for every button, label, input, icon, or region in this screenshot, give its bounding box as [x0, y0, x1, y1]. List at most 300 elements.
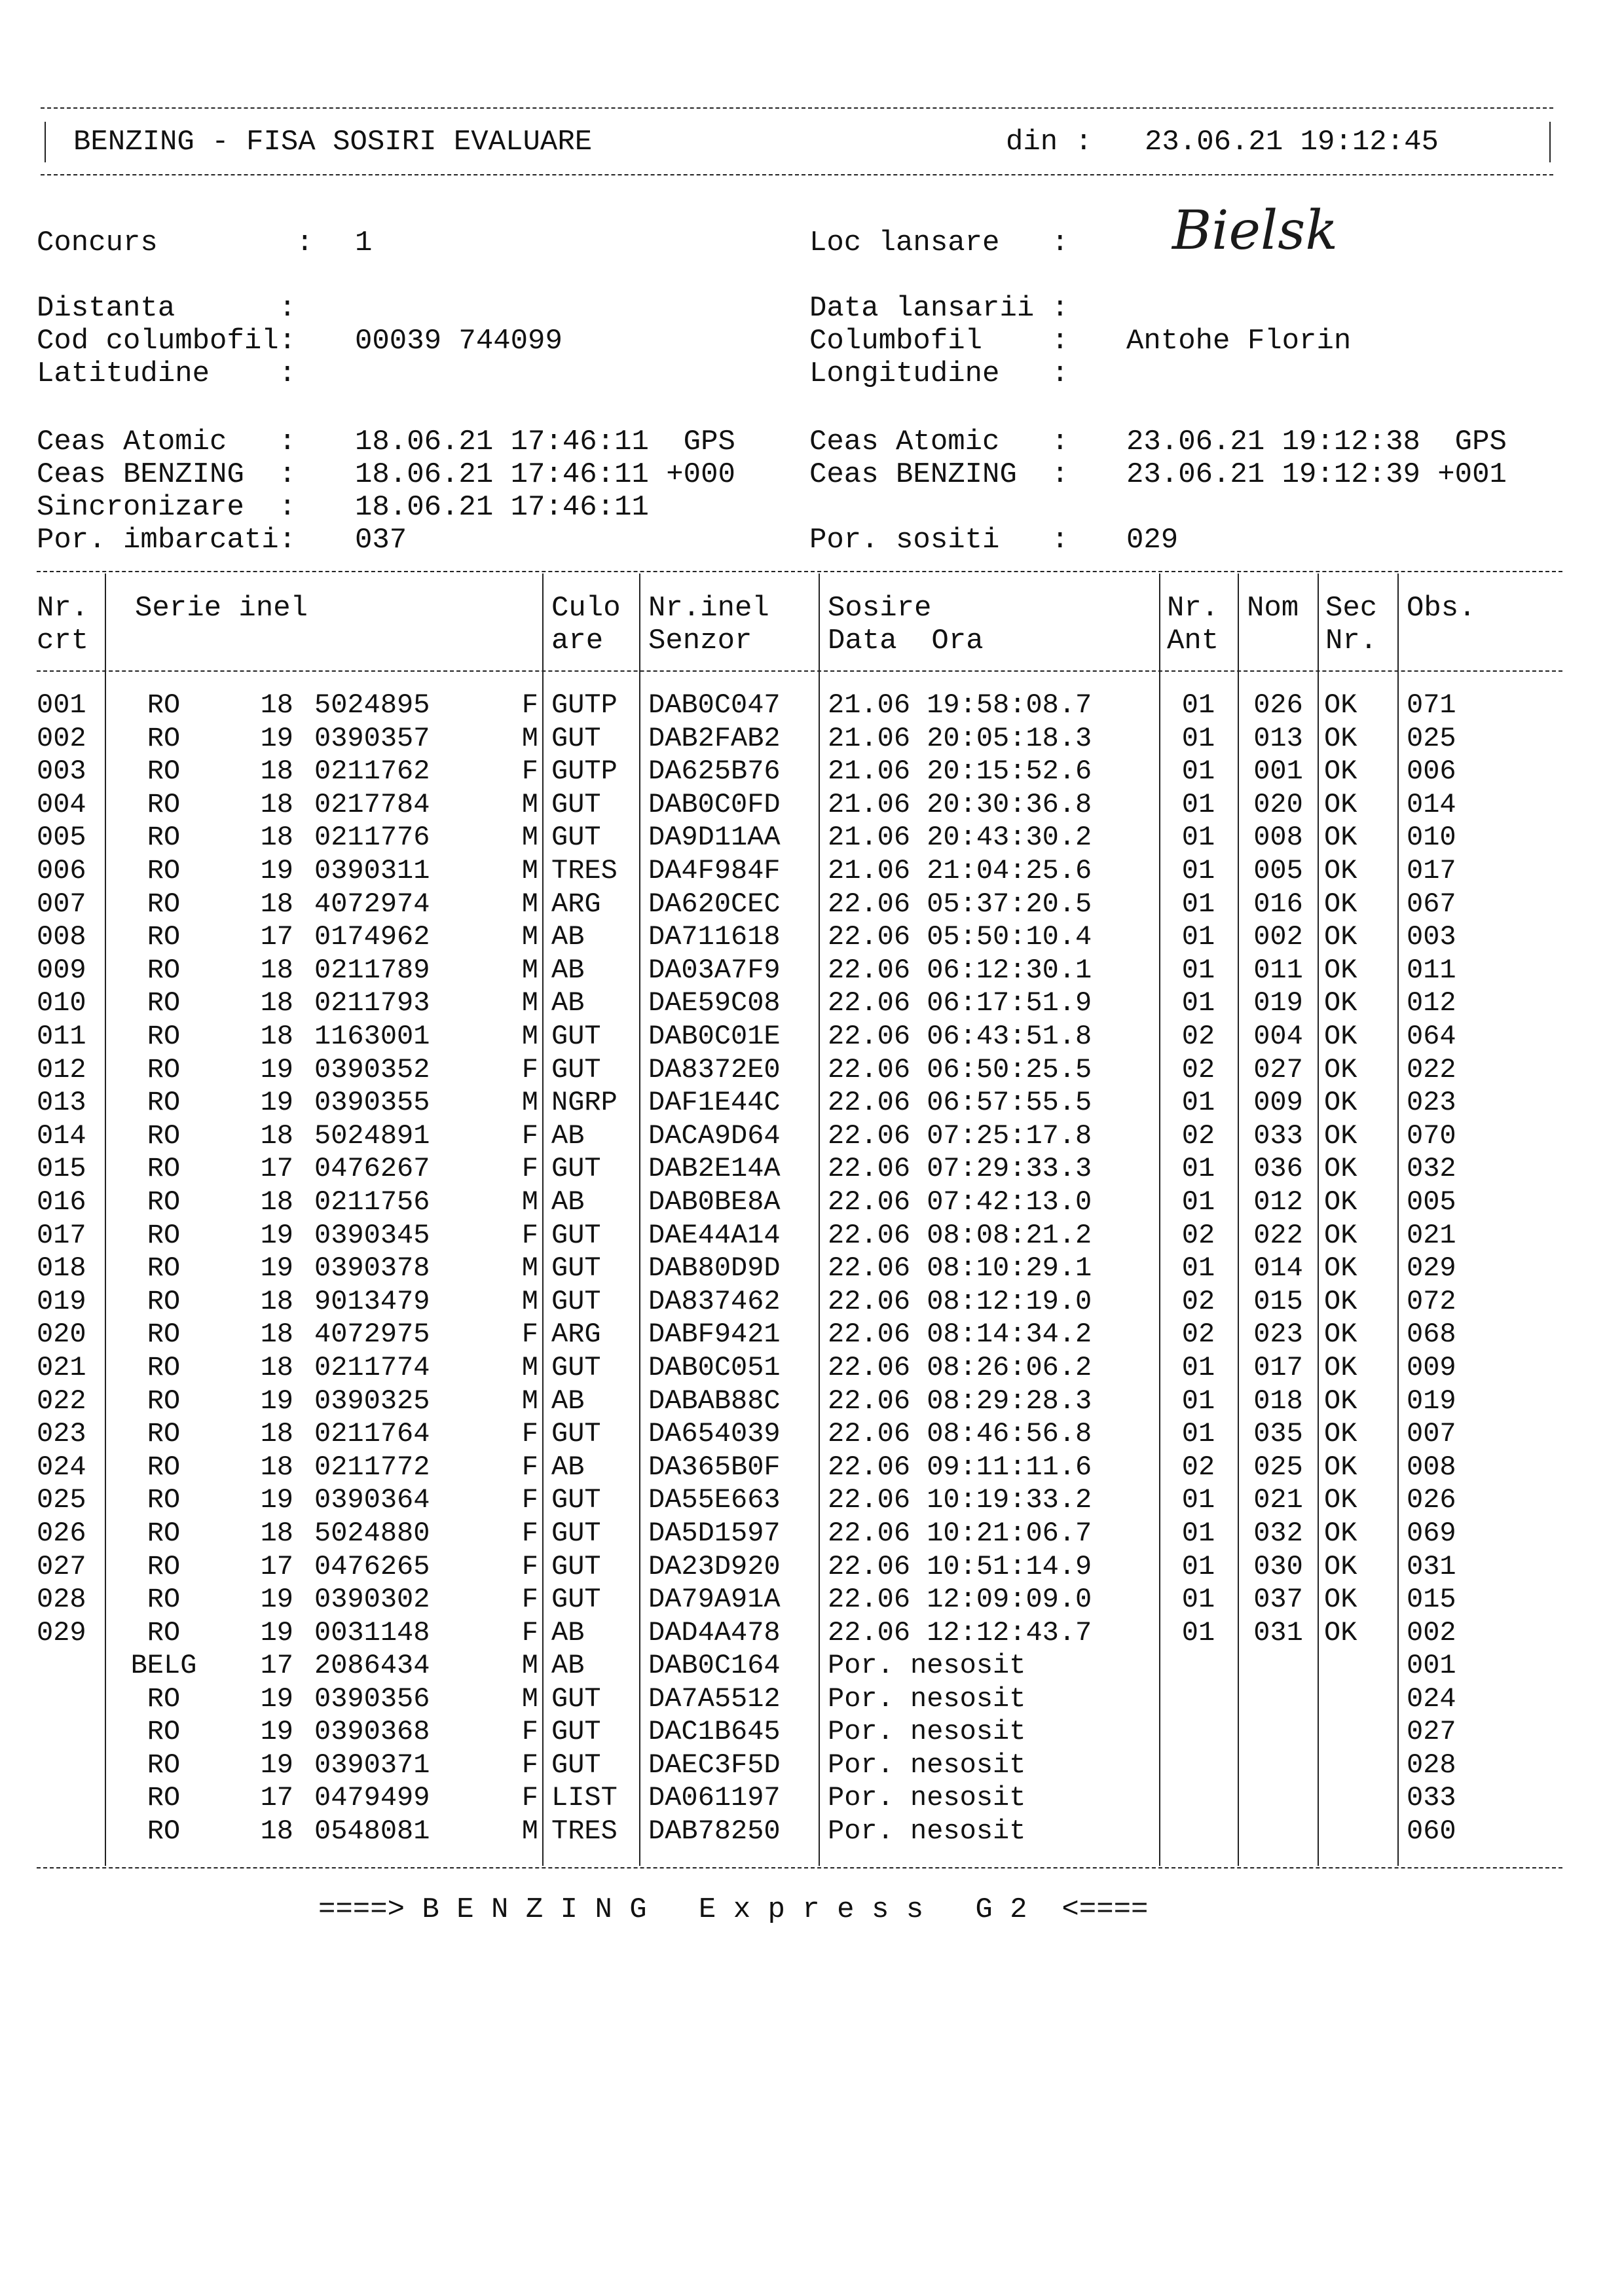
row-nr-inel: 0476265 [314, 1551, 430, 1582]
row-sosire: 21.06 20:15:52.6 [828, 756, 1092, 787]
row-sec: OK [1324, 1087, 1357, 1118]
row-nom: 013 [1253, 723, 1303, 754]
row-culoare: GUT [551, 1286, 601, 1317]
row-obs: 027 [1407, 1716, 1456, 1747]
row-nom: 027 [1253, 1054, 1303, 1085]
row-nr-inel: 0211756 [314, 1186, 430, 1218]
row-nr-inel: 0390364 [314, 1484, 430, 1516]
row-sec: OK [1324, 1286, 1357, 1317]
row-nr: 009 [37, 955, 86, 986]
row-senzor: DAE44A14 [648, 1220, 781, 1251]
row-ant: 01 [1181, 1186, 1215, 1218]
col-ant-top: Nr. [1167, 592, 1219, 625]
row-nom: 022 [1253, 1220, 1303, 1251]
row-ant: 02 [1181, 1021, 1215, 1052]
row-obs: 005 [1407, 1186, 1456, 1218]
row-nom: 021 [1253, 1484, 1303, 1516]
col-nr-top: Nr. [37, 592, 89, 625]
distanta-label: Distanta : [37, 292, 297, 325]
row-senzor: DAB0C0FD [648, 789, 781, 820]
row-an: 18 [260, 1286, 293, 1317]
row-an: 18 [260, 888, 293, 920]
row-an: 18 [260, 1186, 293, 1218]
row-nom: 030 [1253, 1551, 1303, 1582]
row-senzor: DA03A7F9 [648, 955, 781, 986]
row-an: 17 [260, 1153, 293, 1184]
loc-lansare-handwritten [1166, 196, 1414, 275]
col-nom: Nom [1247, 592, 1299, 625]
row-an: 19 [260, 1749, 293, 1781]
table-bottom-rule [37, 1867, 1562, 1868]
row-an: 18 [260, 1021, 293, 1052]
row-nr: 019 [37, 1286, 86, 1317]
row-nr: 005 [37, 822, 86, 853]
col-sep-7 [1318, 574, 1319, 1866]
data-lansarii-label: Data lansarii : [809, 292, 1069, 325]
row-senzor: DA4F984F [648, 855, 781, 886]
concurs-label: Concurs : [37, 227, 314, 259]
row-nr-inel: 1163001 [314, 1021, 430, 1052]
row-nom: 036 [1253, 1153, 1303, 1184]
row-nr-inel: 0390352 [314, 1054, 430, 1085]
row-culoare: AB [551, 921, 585, 953]
row-senzor: DAB0C051 [648, 1352, 781, 1383]
row-an: 18 [260, 1451, 293, 1483]
row-sex: F [521, 1716, 538, 1747]
row-obs: 021 [1407, 1220, 1456, 1251]
row-sex: M [521, 1650, 538, 1681]
row-sex: F [521, 756, 538, 787]
row-senzor: DAB0C047 [648, 689, 781, 721]
row-nom: 031 [1253, 1617, 1303, 1649]
row-sex: M [521, 723, 538, 754]
row-senzor: DA8372E0 [648, 1054, 781, 1085]
title-box-right [1549, 122, 1551, 162]
row-senzor: DAB0C164 [648, 1650, 781, 1681]
row-obs: 022 [1407, 1054, 1456, 1085]
row-nr: 006 [37, 855, 86, 886]
row-tara: RO [147, 1815, 181, 1847]
row-an: 17 [260, 1551, 293, 1582]
row-obs: 012 [1407, 987, 1456, 1019]
row-nom: 001 [1253, 756, 1303, 787]
col-serie-inel: Serie inel [135, 592, 308, 625]
row-senzor: DAB2FAB2 [648, 723, 781, 754]
row-tara: RO [147, 1518, 181, 1549]
footer-banner: ====> B E N Z I N G E x p r e s s G 2 <==== [318, 1893, 1149, 1926]
row-nr-inel: 0390368 [314, 1716, 430, 1747]
row-an: 18 [260, 756, 293, 787]
row-nom: 020 [1253, 789, 1303, 820]
cod-columbofil-value: 00039 744099 [355, 325, 563, 357]
row-obs: 006 [1407, 756, 1456, 787]
row-tara: RO [147, 1683, 181, 1715]
row-tara: RO [147, 1153, 181, 1184]
row-nom: 005 [1253, 855, 1303, 886]
row-tara: RO [147, 1418, 181, 1449]
row-sec: OK [1324, 1418, 1357, 1449]
row-nr: 026 [37, 1518, 86, 1549]
row-obs: 068 [1407, 1319, 1456, 1350]
row-sex: F [521, 1584, 538, 1615]
row-sosire: 22.06 08:29:28.3 [828, 1385, 1092, 1417]
row-sosire: 22.06 10:21:06.7 [828, 1518, 1092, 1549]
row-nr-inel: 0390345 [314, 1220, 430, 1251]
row-nom: 004 [1253, 1021, 1303, 1052]
row-sec: OK [1324, 1120, 1357, 1152]
row-nr-inel: 0390357 [314, 723, 430, 754]
row-culoare: GUT [551, 1584, 601, 1615]
row-culoare: GUT [551, 1716, 601, 1747]
row-nr: 013 [37, 1087, 86, 1118]
row-an: 18 [260, 1319, 293, 1350]
row-nr-inel: 5024891 [314, 1120, 430, 1152]
row-ant: 01 [1181, 689, 1215, 721]
title-box-top [41, 107, 1553, 109]
row-ant: 01 [1181, 1518, 1215, 1549]
row-sosire: 22.06 06:43:51.8 [828, 1021, 1092, 1052]
svg-text:Bielsk: Bielsk [1172, 200, 1338, 262]
col-sosire-bot: Data Ora [828, 625, 984, 657]
row-an: 18 [260, 789, 293, 820]
row-sex: M [521, 822, 538, 853]
row-sosire: 21.06 20:05:18.3 [828, 723, 1092, 754]
row-nr-inel: 0211776 [314, 822, 430, 853]
row-obs: 017 [1407, 855, 1456, 886]
row-an: 19 [260, 1683, 293, 1715]
row-culoare: AB [551, 1650, 585, 1681]
row-sec: OK [1324, 1484, 1357, 1516]
row-tara: RO [147, 1021, 181, 1052]
row-an: 19 [260, 1252, 293, 1284]
row-culoare: GUT [551, 723, 601, 754]
row-nr-inel: 0390302 [314, 1584, 430, 1615]
row-tara: RO [147, 822, 181, 853]
row-sex: M [521, 921, 538, 953]
row-nr-inel: 0211764 [314, 1418, 430, 1449]
row-culoare: GUT [551, 1418, 601, 1449]
row-nr: 003 [37, 756, 86, 787]
row-tara: RO [147, 689, 181, 721]
sositi-label: Por. sositi : [809, 524, 1069, 556]
row-sosire: 22.06 07:25:17.8 [828, 1120, 1092, 1152]
row-ant: 01 [1181, 1252, 1215, 1284]
row-ant: 01 [1181, 789, 1215, 820]
ceas-atomic-start: 18.06.21 17:46:11 GPS [355, 426, 735, 458]
row-obs: 070 [1407, 1120, 1456, 1152]
row-sec: OK [1324, 756, 1357, 787]
latitudine-label: Latitudine : [37, 357, 297, 390]
row-nom: 026 [1253, 689, 1303, 721]
row-nr: 028 [37, 1584, 86, 1615]
row-tara: RO [147, 756, 181, 787]
row-senzor: DAEC3F5D [648, 1749, 781, 1781]
row-an: 18 [260, 1120, 293, 1152]
row-culoare: GUT [551, 1021, 601, 1052]
row-sosire: 22.06 08:08:21.2 [828, 1220, 1092, 1251]
row-senzor: DAB80D9D [648, 1252, 781, 1284]
row-sex: F [521, 1617, 538, 1649]
row-culoare: GUT [551, 1220, 601, 1251]
row-ant: 01 [1181, 1484, 1215, 1516]
row-ant: 01 [1181, 723, 1215, 754]
row-sex: M [521, 955, 538, 986]
row-sec: OK [1324, 921, 1357, 953]
row-ant: 01 [1181, 855, 1215, 886]
row-sex: M [521, 888, 538, 920]
row-senzor: DAB78250 [648, 1815, 781, 1847]
row-tara: RO [147, 987, 181, 1019]
row-an: 17 [260, 1650, 293, 1681]
row-senzor: DAF1E44C [648, 1087, 781, 1118]
row-nr-inel: 0031148 [314, 1617, 430, 1649]
cod-columbofil-label: Cod columbofil: [37, 325, 297, 357]
row-culoare: GUT [551, 1153, 601, 1184]
row-sosire: 22.06 06:17:51.9 [828, 987, 1092, 1019]
col-sep-1 [105, 574, 106, 1866]
row-tara: RO [147, 1220, 181, 1251]
row-sosire: 22.06 06:12:30.1 [828, 955, 1092, 986]
row-senzor: DA7A5512 [648, 1683, 781, 1715]
table-top-rule [37, 571, 1562, 572]
row-tara: RO [147, 1484, 181, 1516]
row-sex: M [521, 1385, 538, 1417]
row-tara: RO [147, 1584, 181, 1615]
row-sex: M [521, 1352, 538, 1383]
row-nom: 016 [1253, 888, 1303, 920]
row-obs: 009 [1407, 1352, 1456, 1383]
row-obs: 007 [1407, 1418, 1456, 1449]
row-sosire: 22.06 10:19:33.2 [828, 1484, 1092, 1516]
row-nom: 033 [1253, 1120, 1303, 1152]
row-sosire: Por. nesosit [828, 1749, 1026, 1781]
columbofil-label: Columbofil : [809, 325, 1069, 357]
row-nr-inel: 0479499 [314, 1782, 430, 1813]
imbarcati-label: Por. imbarcati: [37, 524, 297, 556]
report-datetime: 23.06.21 19:12:45 [1145, 126, 1439, 158]
row-tara: RO [147, 1749, 181, 1781]
row-sex: F [521, 1120, 538, 1152]
row-sex: M [521, 1087, 538, 1118]
row-an: 18 [260, 987, 293, 1019]
row-sex: F [521, 1518, 538, 1549]
row-sosire: 22.06 06:50:25.5 [828, 1054, 1092, 1085]
sincronizare-value: 18.06.21 17:46:11 [355, 491, 649, 524]
row-nr-inel: 0174962 [314, 921, 430, 953]
row-nom: 015 [1253, 1286, 1303, 1317]
row-sex: F [521, 1484, 538, 1516]
sincronizare-label: Sincronizare : [37, 491, 297, 524]
row-nom: 009 [1253, 1087, 1303, 1118]
row-nr-inel: 0217784 [314, 789, 430, 820]
row-nr-inel: 0390378 [314, 1252, 430, 1284]
row-sex: F [521, 1782, 538, 1813]
row-sex: F [521, 1153, 538, 1184]
row-nr-inel: 0211793 [314, 987, 430, 1019]
row-an: 19 [260, 1617, 293, 1649]
col-sosire-top: Sosire [828, 592, 932, 625]
ceas-benzing-end: 23.06.21 19:12:39 +001 [1126, 458, 1507, 491]
row-tara: RO [147, 955, 181, 986]
row-nr: 021 [37, 1352, 86, 1383]
row-culoare: GUT [551, 1352, 601, 1383]
row-sosire: Por. nesosit [828, 1815, 1026, 1847]
row-senzor: DA837462 [648, 1286, 781, 1317]
row-culoare: GUT [551, 789, 601, 820]
row-obs: 060 [1407, 1815, 1456, 1847]
concurs-value: 1 [355, 227, 373, 259]
row-obs: 010 [1407, 822, 1456, 853]
row-nr: 011 [37, 1021, 86, 1052]
row-nr-inel: 9013479 [314, 1286, 430, 1317]
row-nr-inel: 0211762 [314, 756, 430, 787]
row-ant: 02 [1181, 1451, 1215, 1483]
row-nr-inel: 0390355 [314, 1087, 430, 1118]
row-sec: OK [1324, 1319, 1357, 1350]
row-obs: 031 [1407, 1551, 1456, 1582]
row-an: 18 [260, 1352, 293, 1383]
col-sep-3 [639, 574, 640, 1866]
row-an: 17 [260, 921, 293, 953]
row-ant: 01 [1181, 822, 1215, 853]
row-ant: 01 [1181, 888, 1215, 920]
row-senzor: DAB2E14A [648, 1153, 781, 1184]
row-sec: OK [1324, 855, 1357, 886]
row-senzor: DA23D920 [648, 1551, 781, 1582]
row-ant: 01 [1181, 1584, 1215, 1615]
row-senzor: DA9D11AA [648, 822, 781, 853]
col-ant-bot: Ant [1167, 625, 1219, 657]
row-culoare: GUT [551, 1551, 601, 1582]
row-tara: RO [147, 1319, 181, 1350]
row-nom: 023 [1253, 1319, 1303, 1350]
row-an: 19 [260, 1054, 293, 1085]
title-box-bottom [41, 174, 1553, 175]
row-tara: RO [147, 1451, 181, 1483]
row-an: 19 [260, 723, 293, 754]
row-culoare: GUT [551, 822, 601, 853]
row-tara: RO [147, 1617, 181, 1649]
row-nom: 018 [1253, 1385, 1303, 1417]
row-sec: OK [1324, 1186, 1357, 1218]
row-obs: 001 [1407, 1650, 1456, 1681]
row-nr-inel: 0211772 [314, 1451, 430, 1483]
row-ant: 01 [1181, 1153, 1215, 1184]
row-senzor: DAB0C01E [648, 1021, 781, 1052]
row-nom: 037 [1253, 1584, 1303, 1615]
row-nr-inel: 0211789 [314, 955, 430, 986]
row-culoare: GUTP [551, 756, 618, 787]
row-an: 18 [260, 1518, 293, 1549]
row-nr-inel: 0548081 [314, 1815, 430, 1847]
row-tara: RO [147, 1551, 181, 1582]
row-culoare: AB [551, 1385, 585, 1417]
row-obs: 023 [1407, 1087, 1456, 1118]
col-culoare-bot: are [551, 625, 604, 657]
row-ant: 01 [1181, 987, 1215, 1019]
row-nom: 014 [1253, 1252, 1303, 1284]
row-culoare: AB [551, 987, 585, 1019]
row-sex: F [521, 1418, 538, 1449]
row-tara: RO [147, 888, 181, 920]
row-sosire: 22.06 12:12:43.7 [828, 1617, 1092, 1649]
row-obs: 032 [1407, 1153, 1456, 1184]
row-culoare: GUT [551, 1484, 601, 1516]
row-sex: M [521, 789, 538, 820]
row-senzor: DA79A91A [648, 1584, 781, 1615]
row-senzor: DAB0BE8A [648, 1186, 781, 1218]
row-sec: OK [1324, 689, 1357, 721]
col-sec-bot: Nr. [1325, 625, 1378, 657]
row-senzor: DA55E663 [648, 1484, 781, 1516]
row-nr: 004 [37, 789, 86, 820]
row-ant: 01 [1181, 1385, 1215, 1417]
row-sec: OK [1324, 888, 1357, 920]
ceas-benzing-start: 18.06.21 17:46:11 +000 [355, 458, 735, 491]
row-culoare: NGRP [551, 1087, 618, 1118]
row-nr: 015 [37, 1153, 86, 1184]
row-sosire: 22.06 08:10:29.1 [828, 1252, 1092, 1284]
ceas-atomic-label-2: Ceas Atomic : [809, 426, 1069, 458]
row-nr-inel: 0390356 [314, 1683, 430, 1715]
row-tara: RO [147, 921, 181, 953]
row-nr: 025 [37, 1484, 86, 1516]
row-ant: 01 [1181, 921, 1215, 953]
row-sosire: Por. nesosit [828, 1650, 1026, 1681]
row-obs: 026 [1407, 1484, 1456, 1516]
row-sec: OK [1324, 1551, 1357, 1582]
row-culoare: TRES [551, 1815, 618, 1847]
row-nr-inel: 4072975 [314, 1319, 430, 1350]
row-culoare: GUT [551, 1749, 601, 1781]
table-header-rule [37, 670, 1562, 672]
row-sec: OK [1324, 723, 1357, 754]
row-sosire: 22.06 12:09:09.0 [828, 1584, 1092, 1615]
row-sec: OK [1324, 1352, 1357, 1383]
row-senzor: DABF9421 [648, 1319, 781, 1350]
row-tara: RO [147, 1352, 181, 1383]
ceas-atomic-label: Ceas Atomic : [37, 426, 297, 458]
row-sosire: 22.06 08:26:06.2 [828, 1352, 1092, 1383]
row-ant: 02 [1181, 1054, 1215, 1085]
row-obs: 067 [1407, 888, 1456, 920]
row-nr: 016 [37, 1186, 86, 1218]
row-sosire: 22.06 08:46:56.8 [828, 1418, 1092, 1449]
row-sex: F [521, 1551, 538, 1582]
row-sec: OK [1324, 1385, 1357, 1417]
row-nr: 017 [37, 1220, 86, 1251]
row-sosire: 22.06 06:57:55.5 [828, 1087, 1092, 1118]
col-culoare-top: Culo [551, 592, 621, 625]
handwriting-icon [1166, 196, 1414, 275]
row-obs: 025 [1407, 723, 1456, 754]
row-sec: OK [1324, 955, 1357, 986]
row-sosire: 22.06 08:12:19.0 [828, 1286, 1092, 1317]
row-ant: 01 [1181, 1551, 1215, 1582]
row-sex: F [521, 1749, 538, 1781]
row-sex: F [521, 689, 538, 721]
row-nr: 024 [37, 1451, 86, 1483]
row-nom: 002 [1253, 921, 1303, 953]
row-sosire: 22.06 09:11:11.6 [828, 1451, 1092, 1483]
row-an: 19 [260, 1584, 293, 1615]
row-culoare: AB [551, 1120, 585, 1152]
row-senzor: DAC1B645 [648, 1716, 781, 1747]
row-culoare: LIST [551, 1782, 618, 1813]
row-tara: RO [147, 1120, 181, 1152]
row-culoare: GUTP [551, 689, 618, 721]
row-tara: RO [147, 855, 181, 886]
